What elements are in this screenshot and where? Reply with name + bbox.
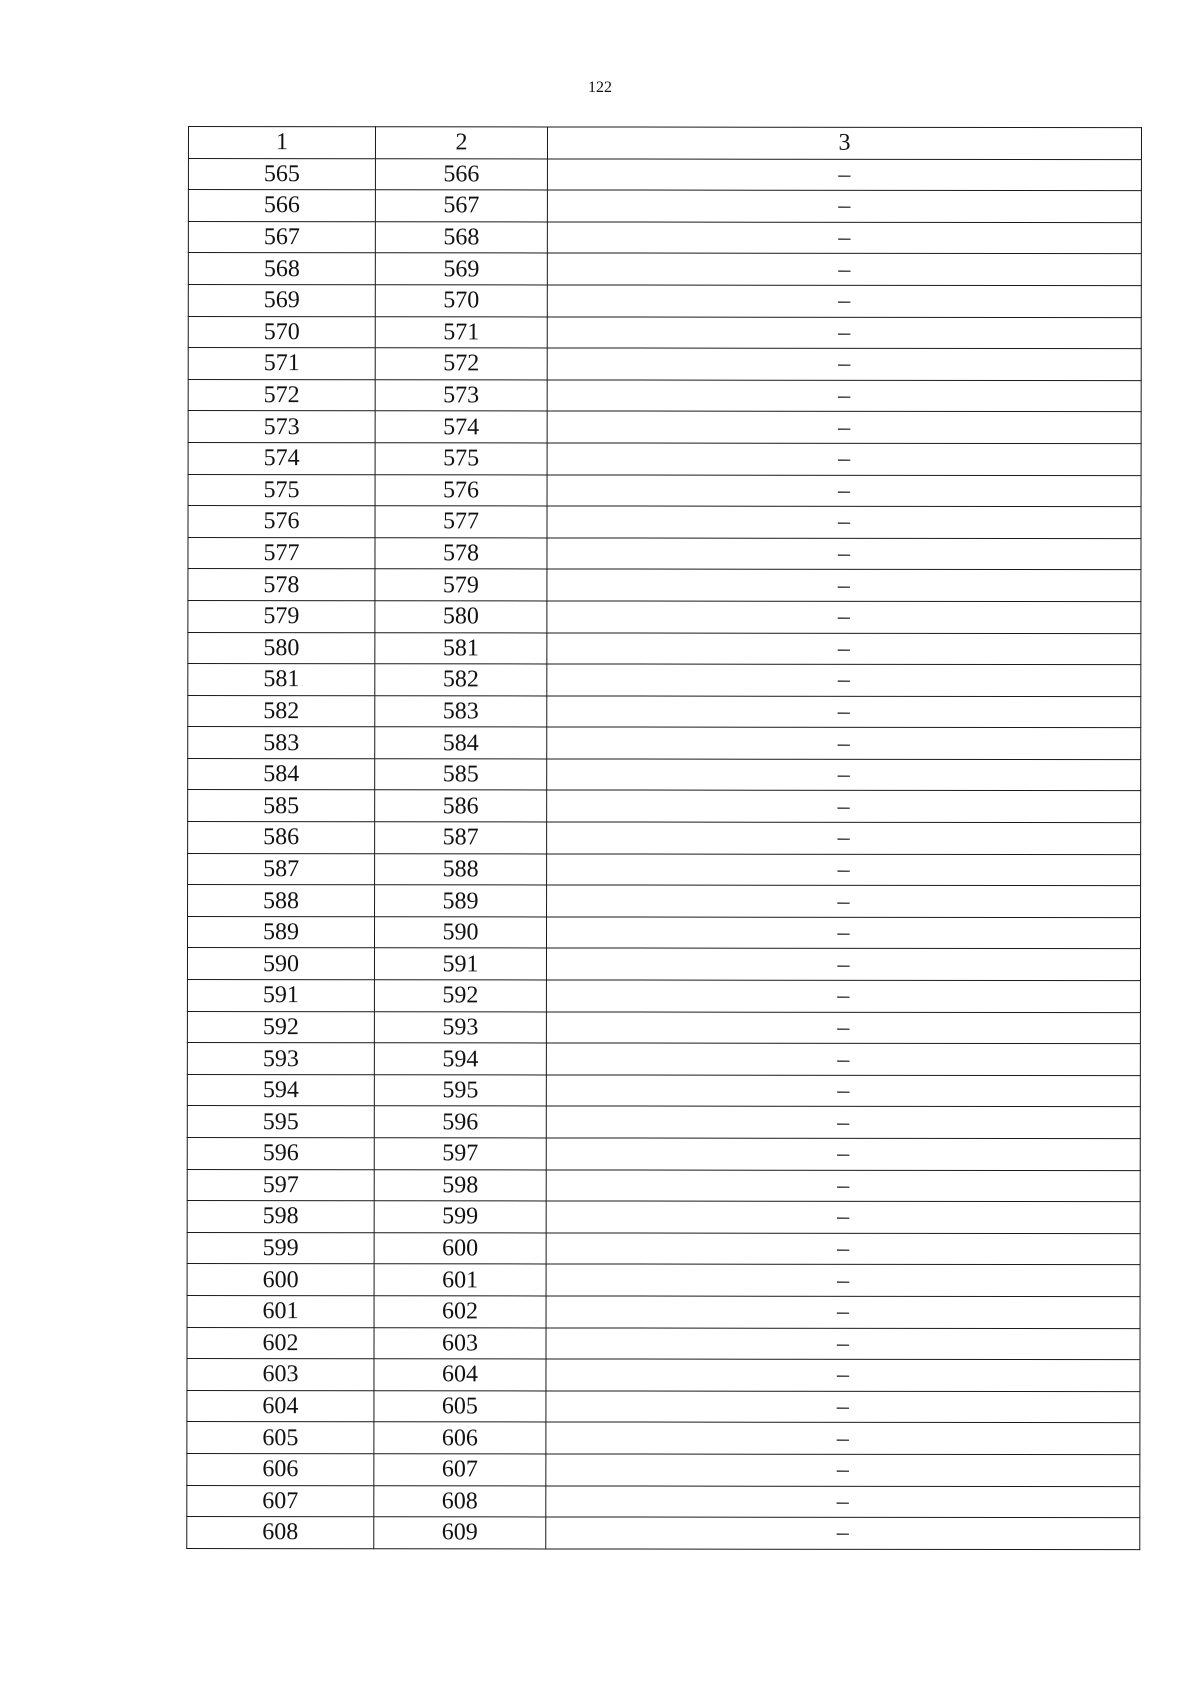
table-cell-col-1: 570 bbox=[188, 316, 375, 348]
table-cell-col-3: – bbox=[547, 790, 1141, 822]
table-row bbox=[188, 822, 1141, 855]
table-row bbox=[187, 1485, 1140, 1518]
table-cell-col-2: 571 bbox=[375, 316, 547, 348]
table-cell-col-1: 591 bbox=[187, 980, 374, 1012]
table-cell-col-1: 608 bbox=[187, 1517, 374, 1549]
table-cell-col-3: – bbox=[546, 1201, 1140, 1233]
table-cell-col-1: 602 bbox=[187, 1327, 374, 1359]
table-cell-col-3: – bbox=[546, 1233, 1140, 1265]
table-row bbox=[188, 379, 1141, 412]
table-row bbox=[188, 348, 1141, 381]
table-row bbox=[187, 916, 1140, 949]
table-cell-col-3: – bbox=[547, 443, 1141, 475]
table-cell-col-2: 605 bbox=[374, 1390, 546, 1422]
table-row bbox=[188, 316, 1141, 349]
table-row bbox=[187, 1011, 1140, 1044]
table-cell-col-3: – bbox=[547, 159, 1141, 191]
table-cell-col-3: – bbox=[547, 727, 1141, 759]
page-number: 122 bbox=[588, 79, 612, 96]
table-row bbox=[187, 1074, 1140, 1107]
table-cell-col-3: – bbox=[546, 1043, 1140, 1075]
table-header bbox=[188, 127, 1141, 160]
table-cell-col-2: 573 bbox=[375, 379, 547, 411]
table-cell-col-2: 566 bbox=[375, 158, 547, 190]
table-cell-col-3: – bbox=[546, 917, 1140, 949]
table-row bbox=[187, 1043, 1140, 1076]
table-row bbox=[187, 1295, 1140, 1328]
table-cell-col-2: 567 bbox=[375, 190, 547, 222]
table-row bbox=[187, 1359, 1140, 1392]
table-cell-col-2: 575 bbox=[375, 443, 547, 475]
table-row bbox=[187, 1169, 1140, 1202]
table-cell-col-3: – bbox=[547, 317, 1141, 349]
table-cell-col-1: 569 bbox=[188, 284, 375, 316]
table-cell-col-3: – bbox=[546, 1106, 1140, 1138]
table-cell-col-1: 598 bbox=[187, 1201, 374, 1233]
table-cell-col-2: 570 bbox=[375, 285, 547, 317]
table-row bbox=[187, 1106, 1140, 1139]
table-cell-col-3: – bbox=[546, 1264, 1140, 1296]
table-row bbox=[188, 758, 1141, 791]
table-cell-col-3: – bbox=[547, 822, 1141, 854]
table-cell-col-2: 592 bbox=[374, 980, 546, 1012]
table-cell-col-1: 578 bbox=[188, 569, 375, 601]
table-cell-col-2: 582 bbox=[375, 664, 547, 696]
table-cell-col-2: 588 bbox=[375, 853, 547, 885]
table-row bbox=[187, 1453, 1140, 1486]
table-cell-col-2: 601 bbox=[374, 1264, 546, 1296]
table-row bbox=[187, 1517, 1140, 1550]
table-row bbox=[187, 1232, 1140, 1265]
table-cell-col-3: – bbox=[547, 696, 1141, 728]
table-body bbox=[187, 158, 1142, 1549]
table-cell-col-1: 580 bbox=[188, 632, 375, 664]
table-cell-col-3: – bbox=[547, 759, 1141, 791]
table-cell-col-3: – bbox=[546, 1296, 1140, 1328]
table-row bbox=[187, 1264, 1140, 1297]
table-row bbox=[188, 253, 1141, 286]
table-cell-col-3: – bbox=[546, 1075, 1140, 1107]
table-cell-col-1: 590 bbox=[187, 948, 374, 980]
table-cell-col-2: 598 bbox=[374, 1169, 546, 1201]
table-cell-col-2: 600 bbox=[374, 1233, 546, 1265]
table-cell-col-1: 579 bbox=[188, 600, 375, 632]
table-cell-col-1: 607 bbox=[187, 1485, 374, 1517]
table-cell-col-2: 577 bbox=[375, 506, 547, 538]
table-cell-col-3: – bbox=[547, 253, 1141, 285]
table-cell-col-2: 584 bbox=[375, 727, 547, 759]
table-cell-col-1: 596 bbox=[187, 1137, 374, 1169]
table-cell-col-1: 587 bbox=[188, 853, 375, 885]
table-cell-col-2: 603 bbox=[374, 1327, 546, 1359]
table-cell-col-1: 576 bbox=[188, 506, 375, 538]
table-cell-col-3: – bbox=[547, 222, 1141, 254]
table-cell-col-3: – bbox=[546, 948, 1140, 980]
header-row bbox=[188, 127, 1141, 160]
table-row bbox=[188, 600, 1141, 633]
table-cell-col-1: 592 bbox=[187, 1011, 374, 1043]
table-cell-col-1: 583 bbox=[188, 727, 375, 759]
table-cell-col-1: 600 bbox=[187, 1264, 374, 1296]
table-cell-col-1: 585 bbox=[188, 790, 375, 822]
table-row bbox=[187, 1390, 1140, 1423]
table-cell-col-2: 587 bbox=[375, 822, 547, 854]
table-cell-col-3: – bbox=[546, 1391, 1140, 1423]
table-cell-col-3: – bbox=[547, 632, 1141, 664]
table-cell-col-2: 574 bbox=[375, 411, 547, 443]
table-cell-col-3: – bbox=[547, 664, 1141, 696]
table-cell-col-1: 565 bbox=[188, 158, 375, 190]
table-cell-col-3: – bbox=[546, 1012, 1140, 1044]
table-cell-col-1: 566 bbox=[188, 190, 375, 222]
table-row bbox=[187, 948, 1140, 981]
table-row bbox=[188, 537, 1141, 570]
table-cell-col-2: 609 bbox=[374, 1517, 546, 1549]
table-row bbox=[187, 1327, 1140, 1360]
table-cell-col-3: – bbox=[546, 1328, 1140, 1360]
table-cell-col-2: 596 bbox=[374, 1106, 546, 1138]
table-row bbox=[187, 1201, 1140, 1234]
table-cell-col-1: 606 bbox=[187, 1453, 374, 1485]
table-row bbox=[188, 221, 1141, 254]
table-row bbox=[188, 632, 1141, 665]
table-row bbox=[188, 190, 1141, 223]
table-cell-col-2: 593 bbox=[374, 1011, 546, 1043]
table-row bbox=[188, 411, 1141, 444]
table-cell-col-2: 578 bbox=[375, 537, 547, 569]
table-cell-col-2: 586 bbox=[375, 790, 547, 822]
table-cell-col-1: 567 bbox=[188, 221, 375, 253]
table-cell-col-1: 599 bbox=[187, 1232, 374, 1264]
table-cell-col-2: 599 bbox=[374, 1201, 546, 1233]
table-cell-col-2: 581 bbox=[375, 632, 547, 664]
table-row bbox=[188, 158, 1141, 191]
table-cell-col-3: – bbox=[547, 538, 1141, 570]
table-row bbox=[188, 727, 1141, 760]
table-cell-col-3: – bbox=[546, 980, 1140, 1012]
table-cell-col-3: – bbox=[547, 601, 1141, 633]
table-cell-col-2: 572 bbox=[375, 348, 547, 380]
table-cell-col-1: 577 bbox=[188, 537, 375, 569]
table-row bbox=[187, 1422, 1140, 1455]
table-cell-col-1: 568 bbox=[188, 253, 375, 285]
table-cell-col-1: 581 bbox=[188, 664, 375, 696]
table-cell-col-2: 579 bbox=[375, 569, 547, 601]
table-row bbox=[188, 885, 1141, 918]
table-cell-col-2: 608 bbox=[374, 1485, 546, 1517]
table-cell-col-2: 607 bbox=[374, 1454, 546, 1486]
table-cell-col-1: 571 bbox=[188, 348, 375, 380]
table-cell-col-2: 595 bbox=[374, 1075, 546, 1107]
table-cell-col-1: 588 bbox=[188, 885, 375, 917]
table-cell-col-3: – bbox=[547, 411, 1141, 443]
table-cell-col-3: – bbox=[547, 854, 1141, 886]
table-cell-col-1: 595 bbox=[187, 1106, 374, 1138]
table-cell-col-1: 574 bbox=[188, 442, 375, 474]
table-cell-col-1: 601 bbox=[187, 1295, 374, 1327]
table-cell-col-2: 591 bbox=[374, 948, 546, 980]
table-cell-col-1: 605 bbox=[187, 1422, 374, 1454]
table-cell-col-1: 593 bbox=[187, 1043, 374, 1075]
table-cell-col-2: 589 bbox=[375, 885, 547, 917]
table-cell-col-1: 582 bbox=[188, 695, 375, 727]
table-cell-col-3: – bbox=[546, 1359, 1140, 1391]
table-cell-col-3: – bbox=[546, 1454, 1140, 1486]
table-cell-col-1: 597 bbox=[187, 1169, 374, 1201]
table-cell-col-1: 594 bbox=[187, 1074, 374, 1106]
table-cell-col-3: – bbox=[547, 569, 1141, 601]
table-cell-col-1: 573 bbox=[188, 411, 375, 443]
table-cell-col-2: 576 bbox=[375, 474, 547, 506]
header-cell-1: 1 bbox=[188, 127, 375, 159]
table-row bbox=[188, 664, 1141, 697]
data-table bbox=[186, 126, 1142, 1550]
table-row bbox=[188, 569, 1141, 602]
table-cell-col-3: – bbox=[546, 1138, 1140, 1170]
table-cell-col-1: 603 bbox=[187, 1359, 374, 1391]
table-cell-col-1: 604 bbox=[187, 1390, 374, 1422]
table-cell-col-3: – bbox=[547, 348, 1141, 380]
table-cell-col-1: 589 bbox=[187, 916, 374, 948]
table-cell-col-2: 606 bbox=[374, 1422, 546, 1454]
table-row bbox=[188, 790, 1141, 823]
table-cell-col-3: – bbox=[547, 885, 1141, 917]
table-cell-col-2: 590 bbox=[374, 917, 546, 949]
table-cell-col-3: – bbox=[546, 1170, 1140, 1202]
header-cell-2: 2 bbox=[375, 127, 547, 159]
table-row bbox=[187, 1137, 1140, 1170]
table-cell-col-2: 602 bbox=[374, 1296, 546, 1328]
table-cell-col-3: – bbox=[546, 1485, 1140, 1517]
table-cell-col-2: 597 bbox=[374, 1138, 546, 1170]
table-cell-col-3: – bbox=[547, 506, 1141, 538]
table-row bbox=[188, 442, 1141, 475]
table-cell-col-3: – bbox=[547, 474, 1141, 506]
table-cell-col-3: – bbox=[547, 285, 1141, 317]
table-cell-col-2: 580 bbox=[375, 601, 547, 633]
table-cell-col-1: 584 bbox=[188, 758, 375, 790]
header-cell-3: 3 bbox=[547, 127, 1141, 159]
table-cell-col-1: 572 bbox=[188, 379, 375, 411]
table-cell-col-2: 585 bbox=[375, 759, 547, 791]
table-row bbox=[188, 284, 1141, 317]
table-cell-col-1: 586 bbox=[188, 822, 375, 854]
table-cell-col-2: 594 bbox=[374, 1043, 546, 1075]
table-cell-col-3: – bbox=[546, 1517, 1140, 1549]
table-cell-col-2: 569 bbox=[375, 253, 547, 285]
table-cell-col-2: 604 bbox=[374, 1359, 546, 1391]
table-cell-col-3: – bbox=[546, 1422, 1140, 1454]
table-row bbox=[188, 506, 1141, 539]
table-row bbox=[188, 853, 1141, 886]
table-row bbox=[188, 474, 1141, 507]
table-row bbox=[187, 980, 1140, 1013]
table-cell-col-3: – bbox=[547, 190, 1141, 222]
table-cell-col-3: – bbox=[547, 380, 1141, 412]
table-cell-col-1: 575 bbox=[188, 474, 375, 506]
table-cell-col-2: 568 bbox=[375, 222, 547, 254]
table-row bbox=[188, 695, 1141, 728]
table-cell-col-2: 583 bbox=[375, 695, 547, 727]
